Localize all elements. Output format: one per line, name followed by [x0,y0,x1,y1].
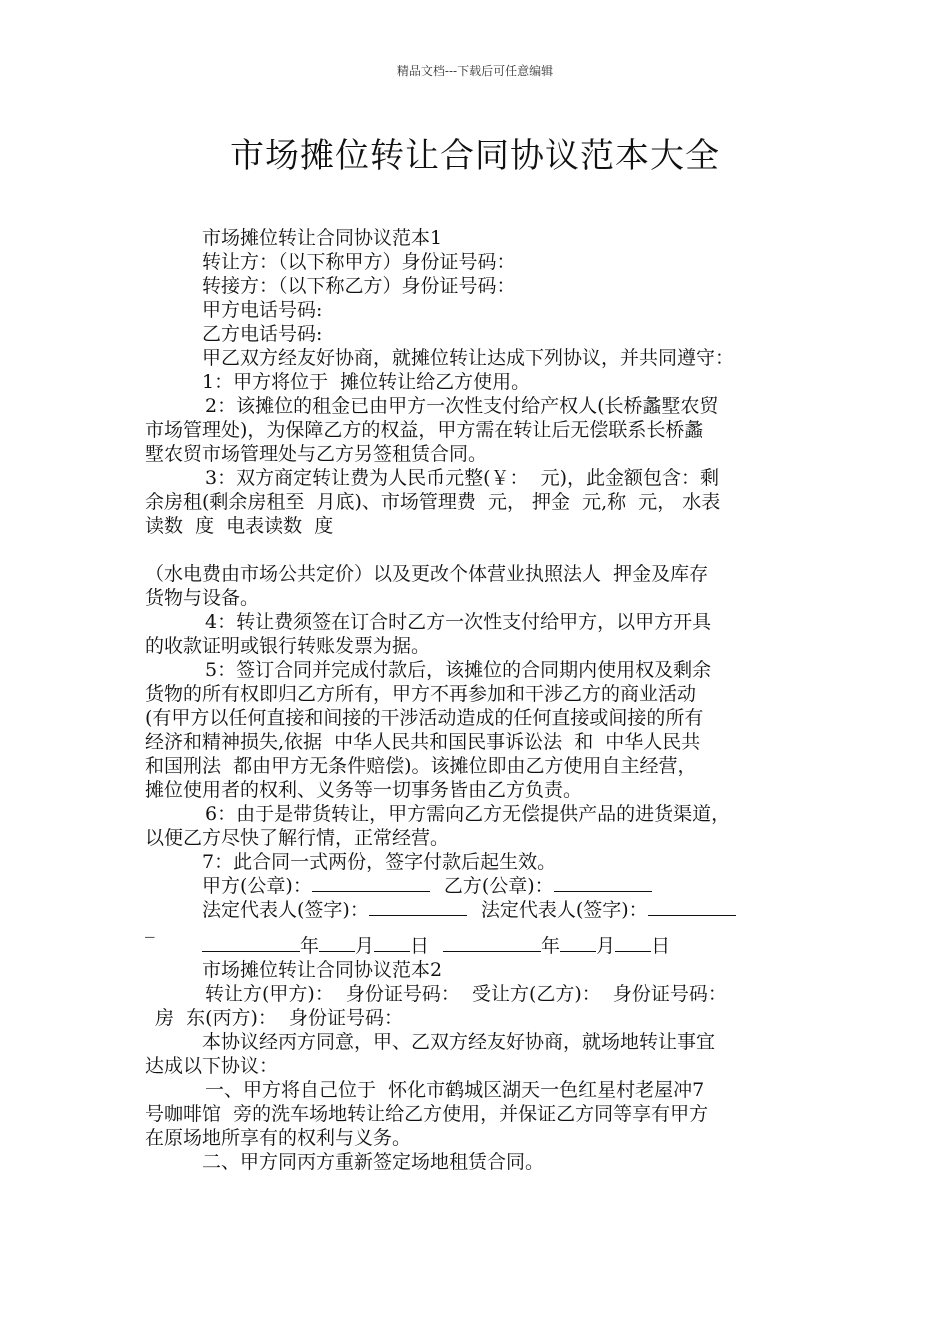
parties-line-1: 转让方(甲方)： 身份证号码： 受让方(乙方)： 身份证号码： [205,983,727,1005]
date-a-year-label: 年 [300,935,320,957]
clause-6-line-1: 6：由于是带货转让，甲方需向乙方无偿提供产品的进货渠道， [205,803,731,825]
section-2-clause-1-line-1: 一、甲方将自己位于 怀化市鹤城区湖天一色红星村老屋冲7 [205,1079,705,1101]
section-2-intro-line-2: 达成以下协议： [145,1055,279,1077]
clause-3-line-3: 读数 度 电表读数 度 [145,515,334,537]
clause-3-line-5: 货物与设备。 [145,587,260,609]
date-a-day-blank [374,934,410,952]
header-watermark: 精品文档---下载后可任意编辑 [396,64,554,78]
date-b-month-blank [560,934,596,952]
clause-4-line-1: 4：转让费须签在订合时乙方一次性支付给甲方，以甲方开具 [205,611,712,633]
clause-5-line-1: 5：签订合同并完成付款后，该摊位的合同期内使用权及剩余 [205,659,712,681]
clause-3-line-4: （水电费由市场公共定价）以及更改个体营业执照法人 押金及库存 [145,563,709,585]
clause-2-line-3: 墅农贸市场管理处与乙方另签租赁合同。 [145,443,488,465]
seal-line [145,874,817,898]
stray-underscore: _ [145,916,155,938]
party-a-phone: 甲方电话号码: [202,299,323,321]
date-b-day-blank [615,934,651,952]
clause-5-line-2: 货物的所有权即归乙方所有，甲方不再参加和干涉乙方的商业活动 [145,683,697,705]
date-line [145,934,817,958]
document-body [145,226,817,1174]
party-a-seal-blank [312,874,430,892]
agreement-intro: 甲乙双方经友好协商，就摊位转让达成下列协议，并共同遵守： [202,347,735,369]
clause-3-line-2: 余房租(剩余房租至 月底)、市场管理费 元， 押金 元,称 元， 水表 [145,491,721,513]
signature-line [145,898,817,922]
party-a-line: 转让方：（以下称甲方）身份证号码： [202,251,516,273]
party-a-rep-label: 法定代表人(签字)： [202,899,369,921]
date-b-day-label: 日 [651,935,671,957]
date-b-month-label: 月 [596,935,616,957]
section-2-clause-2: 二、甲方同丙方重新签定场地租赁合同。 [202,1151,545,1173]
date-b-year-label: 年 [541,935,561,957]
party-b-seal-blank [554,874,652,892]
clause-5-line-4: 经济和精神损失,依据 中华人民共和国民事诉讼法 和 中华人民共 [145,731,701,753]
section-2-clause-1-line-2: 号咖啡馆 旁的洗车场地转让给乙方使用，并保证乙方同等享有甲方 [145,1103,709,1125]
section-heading-1: 市场摊位转让合同协议范本1 [202,227,443,249]
party-a-rep-blank [369,898,467,916]
clause-3-line-1: 3：双方商定转让费为人民币元整(￥： 元)，此金额包含：剩 [205,467,719,489]
date-b-year-blank [443,934,541,952]
party-b-line: 转接方：（以下称乙方）身份证号码： [202,275,516,297]
clause-2-line-1: 2：该摊位的租金已由甲方一次性支付给产权人(长桥蠡墅农贸 [205,395,719,417]
section-2-intro-line-1: 本协议经丙方同意，甲、乙双方经友好协商，就场地转让事宜 [202,1031,716,1053]
clause-5-line-6: 摊位使用者的权利、义务等一切事务皆由乙方负责。 [145,779,583,801]
clause-7: 7：此合同一式两份，签字付款后起生效。 [202,851,557,873]
section-2-clause-1-line-3: 在原场地所享有的权利与义务。 [145,1127,412,1149]
clause-4-line-2: 的收款证明或银行转账发票为据。 [145,635,431,657]
party-b-rep-blank [648,898,736,916]
date-a-month-blank [319,934,355,952]
party-b-rep-label: 法定代表人(签字)： [480,899,648,921]
clause-6-line-2: 以便乙方尽快了解行情，正常经营。 [145,827,450,849]
section-heading-2: 市场摊位转让合同协议范本2 [202,959,443,981]
date-a-month-label: 月 [355,935,375,957]
clause-1: 1：甲方将位于 摊位转让给乙方使用。 [202,371,531,393]
date-a-year-blank [202,934,300,952]
date-a-day-label: 日 [410,935,430,957]
parties-line-2: 房 东(丙方)： 身份证号码： [155,1007,403,1029]
clause-2-line-2: 市场管理处)，为保障乙方的权益，甲方需在转让后无偿联系长桥蠡 [145,419,704,441]
party-a-seal-label: 甲方(公章)： [202,875,312,897]
clause-5-line-3: (有甲方以任何直接和间接的干涉活动造成的任何直接或间接的所有 [145,707,704,729]
party-b-phone: 乙方电话号码: [202,323,323,345]
clause-5-line-5: 和国刑法 都由甲方无条件赔偿)。该摊位即由乙方使用自主经营， [145,755,697,777]
document-title: 市场摊位转让合同协议范本大全 [230,136,720,176]
party-b-seal-label: 乙方(公章)： [443,875,554,897]
